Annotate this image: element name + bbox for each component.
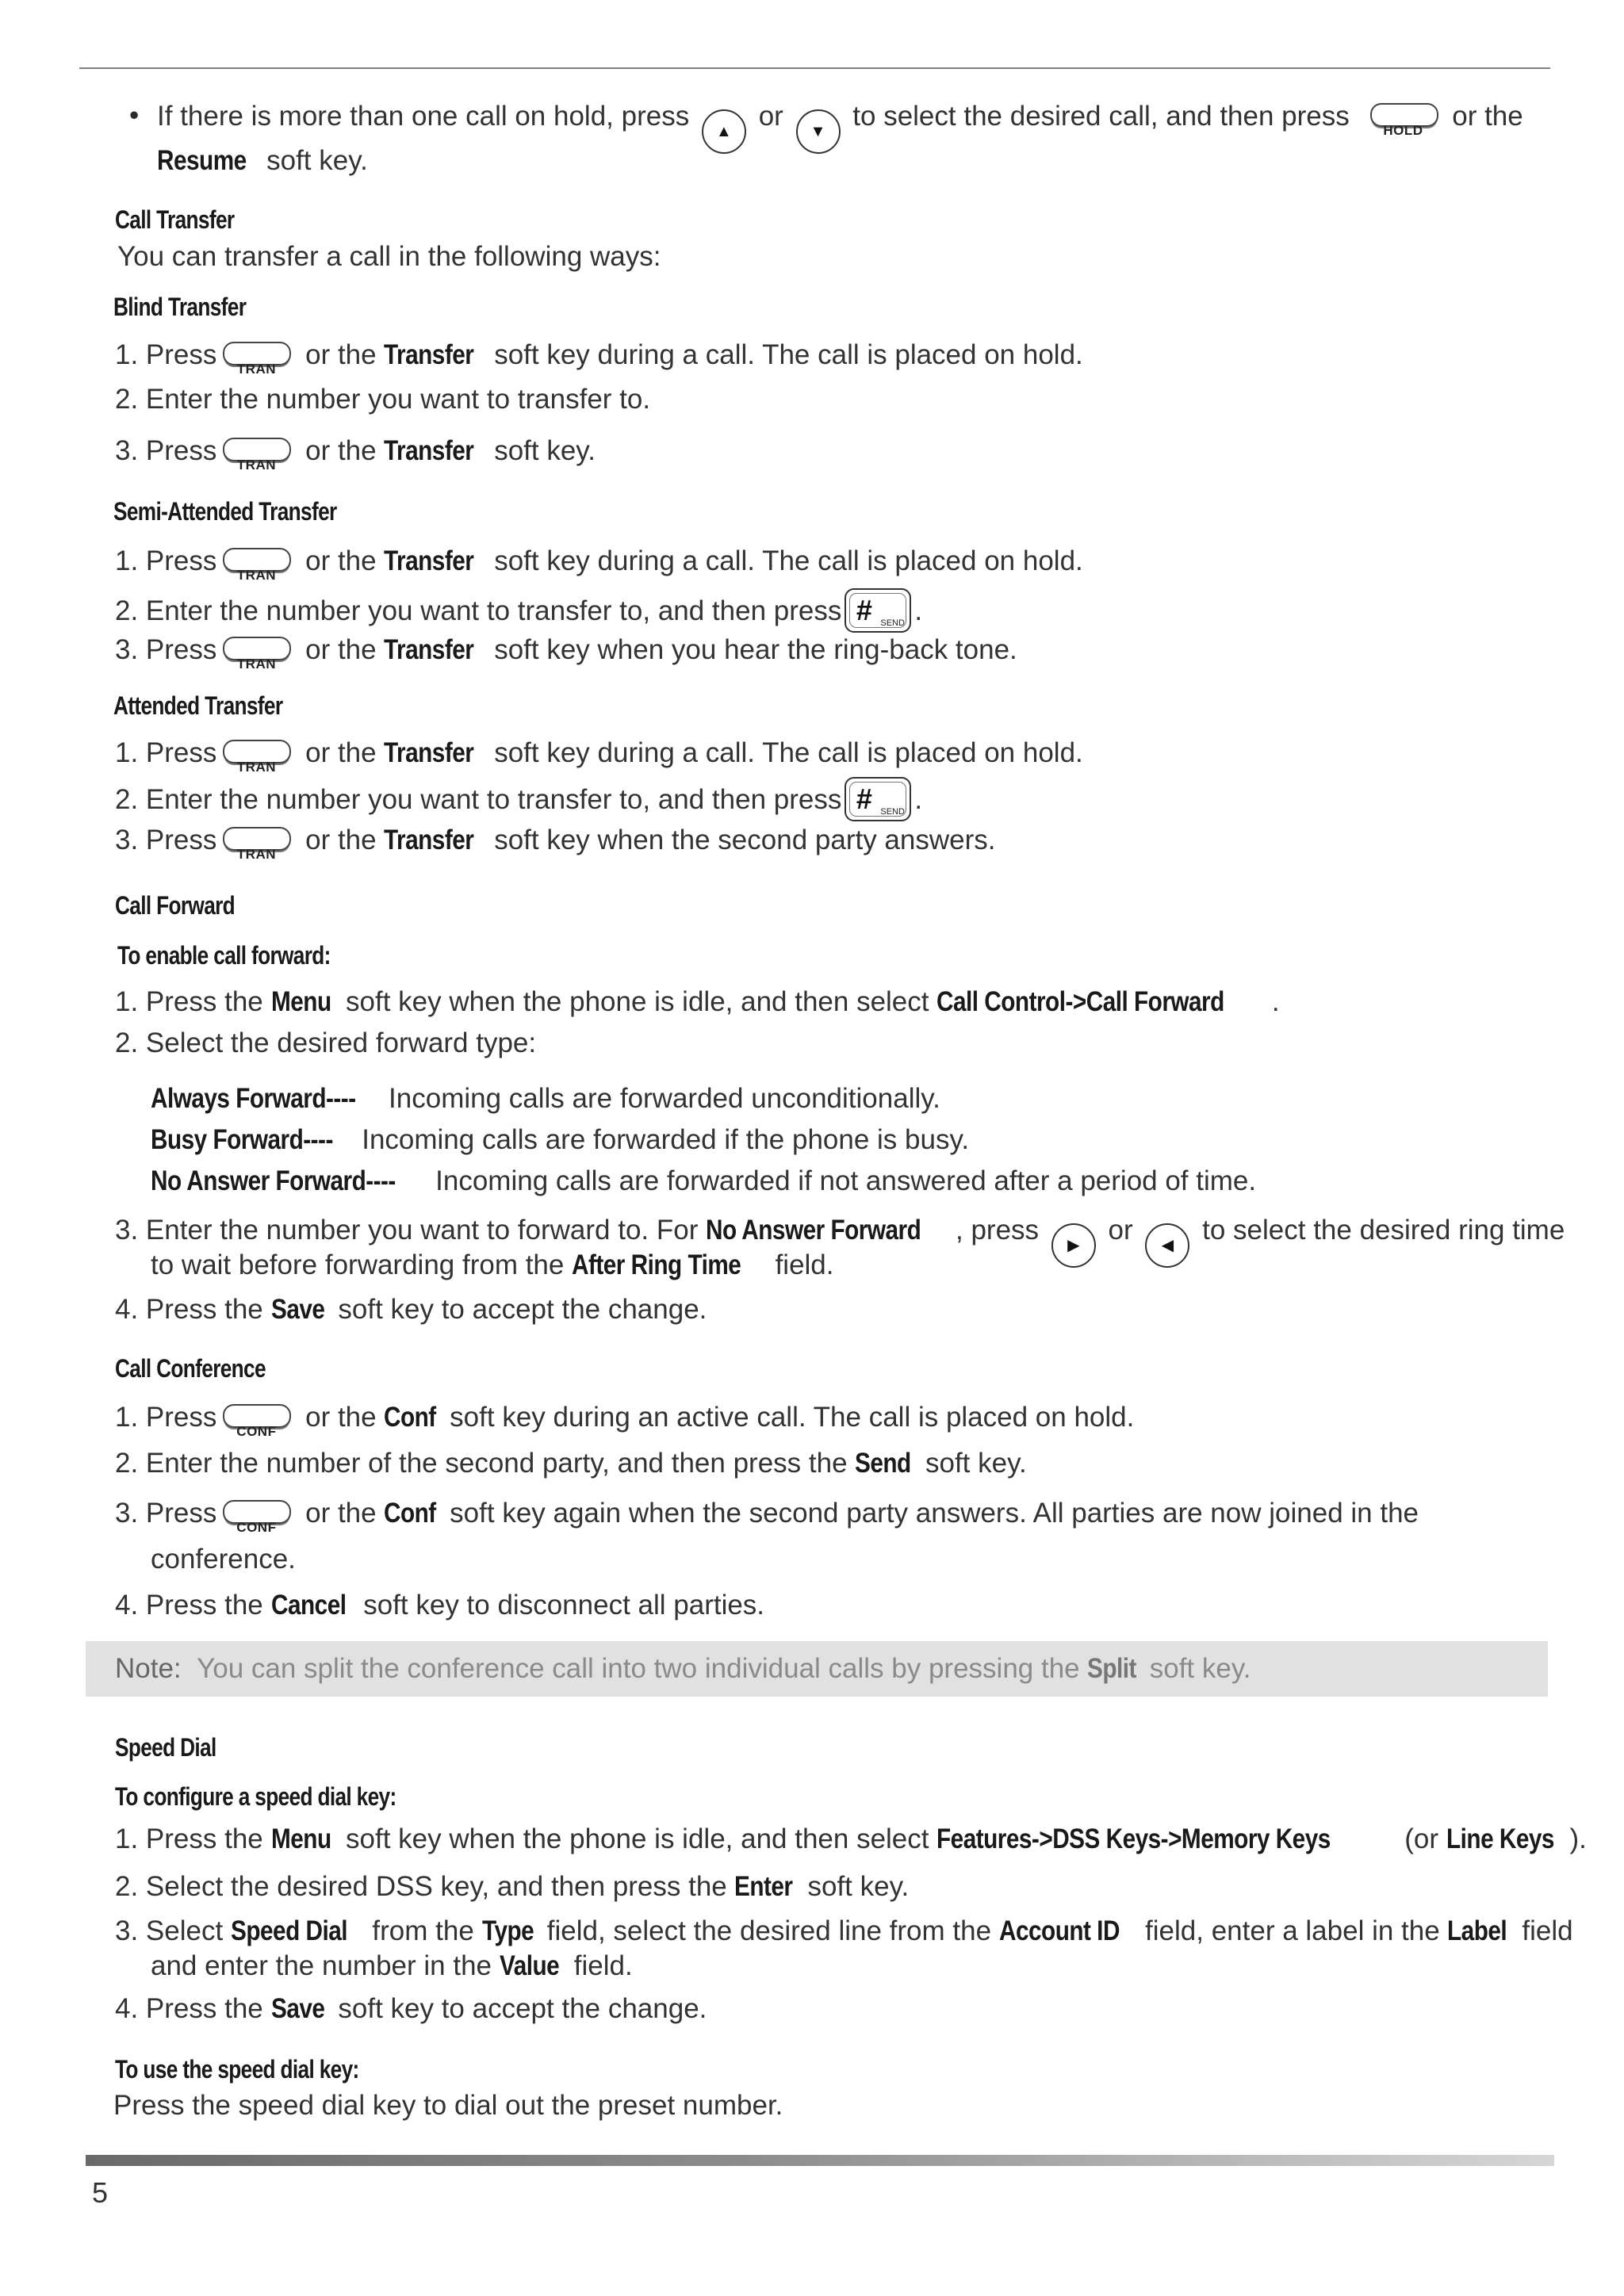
- subheading-configure-speed-dial: To configure a speed dial key:: [115, 1782, 396, 1811]
- tran-key-icon: TRAN: [220, 827, 293, 862]
- tran-key-icon: TRAN: [220, 548, 293, 583]
- speed-step-4: 4. Press the Save soft key to accept the change.: [115, 1993, 707, 2024]
- hold-bullet-line1: If there is more than one call on hold, press ▲ or ▼ to select the desired call, and then press HOLD or the: [157, 99, 1523, 154]
- note-text: Note: You can split the conference call into two individual calls by pressing the Split soft key.: [115, 1653, 1251, 1684]
- note-label: Note:: [115, 1653, 182, 1684]
- blind-step-2: 2. Enter the number you want to transfer to.: [115, 384, 651, 415]
- tran-key-icon: TRAN: [220, 438, 293, 473]
- heading-semi-attended-transfer: Semi-Attended Transfer: [113, 497, 337, 526]
- forward-type-busy: Busy Forward---- Incoming calls are forwarded if the phone is busy.: [151, 1124, 970, 1155]
- tran-key-icon: TRAN: [220, 740, 293, 775]
- forward-step-1: 1. Press the Menu soft key when the phone is idle, and then select Call Control->Call Forward .: [115, 986, 1280, 1017]
- left-arrow-key-icon: ◀: [1145, 1223, 1189, 1268]
- conference-step-3-cont: conference.: [151, 1544, 296, 1575]
- tran-key-icon: TRAN: [220, 637, 293, 672]
- down-arrow-key-icon: ▼: [796, 109, 841, 154]
- hold-key-icon: HOLD: [1367, 103, 1440, 138]
- forward-step-2: 2. Select the desired forward type:: [115, 1027, 537, 1058]
- conf-key-icon: CONF: [220, 1404, 293, 1439]
- bullet: •: [129, 100, 140, 131]
- attended-step-2: 2. Enter the number you want to transfer to, and then press # SEND .: [115, 777, 922, 821]
- up-arrow-key-icon: ▲: [702, 109, 746, 154]
- semi-step-3: 3. Press TRAN or the Transfer soft key when you hear the ring-back tone.: [115, 634, 1017, 672]
- send-key-icon: # SEND: [845, 588, 911, 633]
- heading-call-transfer: Call Transfer: [115, 205, 235, 234]
- conference-step-1: 1. Press CONF or the Conf soft key during an active call. The call is placed on hold.: [115, 1402, 1135, 1439]
- heading-attended-transfer: Attended Transfer: [113, 691, 283, 720]
- forward-type-no-answer: No Answer Forward---- Incoming calls are forwarded if not answered after a period of time.: [151, 1165, 1257, 1196]
- speed-step-1: 1. Press the Menu soft key when the phone is idle, and then select Features->DSS Keys->Memory Keys (or Line Keys ).: [115, 1823, 1587, 1854]
- blind-step-1: 1. Press TRAN or the Transfer soft key during a call. The call is placed on hold.: [115, 339, 1083, 377]
- subheading-use-speed-dial: To use the speed dial key:: [115, 2055, 359, 2084]
- top-rule: [79, 67, 1550, 69]
- heading-call-conference: Call Conference: [115, 1354, 266, 1383]
- hold-bullet-line2: Resume soft key.: [157, 145, 368, 176]
- forward-type-always: Always Forward---- Incoming calls are forwarded unconditionally.: [151, 1083, 940, 1114]
- heading-blind-transfer: Blind Transfer: [113, 293, 247, 321]
- footer-bar: [86, 2155, 1554, 2166]
- semi-step-2: 2. Enter the number you want to transfer to, and then press # SEND .: [115, 588, 922, 633]
- tran-key-icon: TRAN: [220, 342, 293, 377]
- attended-step-3: 3. Press TRAN or the Transfer soft key when the second party answers.: [115, 825, 996, 862]
- blind-step-3: 3. Press TRAN or the Transfer soft key.: [115, 435, 596, 473]
- right-arrow-key-icon: ▶: [1051, 1223, 1096, 1268]
- forward-step-3: 3. Enter the number you want to forward to. For No Answer Forward , press ▶ or ◀ to select the desired ring time: [115, 1213, 1565, 1268]
- conf-key-icon: CONF: [220, 1500, 293, 1535]
- conference-step-4: 4. Press the Cancel soft key to disconnect all parties.: [115, 1590, 765, 1621]
- subheading-enable-call-forward: To enable call forward:: [117, 941, 331, 970]
- forward-step-3-cont: to wait before forwarding from the After Ring Time field.: [151, 1249, 834, 1280]
- send-key-icon: # SEND: [845, 777, 911, 821]
- semi-step-1: 1. Press TRAN or the Transfer soft key during a call. The call is placed on hold.: [115, 545, 1083, 583]
- use-speed-dial-text: Press the speed dial key to dial out the preset number.: [113, 2090, 783, 2121]
- attended-step-1: 1. Press TRAN or the Transfer soft key during a call. The call is placed on hold.: [115, 737, 1083, 775]
- transfer-intro: You can transfer a call in the following ways:: [117, 241, 661, 272]
- page-number: 5: [92, 2176, 109, 2209]
- heading-call-forward: Call Forward: [115, 891, 236, 920]
- forward-step-4: 4. Press the Save soft key to accept the change.: [115, 1294, 707, 1325]
- speed-step-3-cont: and enter the number in the Value field.: [151, 1950, 633, 1981]
- heading-speed-dial: Speed Dial: [115, 1733, 216, 1762]
- speed-step-2: 2. Select the desired DSS key, and then press the Enter soft key.: [115, 1871, 910, 1902]
- conference-step-3: 3. Press CONF or the Conf soft key again when the second party answers. All parties are now joined in the: [115, 1498, 1419, 1535]
- conference-step-2: 2. Enter the number of the second party, and then press the Send soft key.: [115, 1448, 1027, 1479]
- speed-step-3: 3. Select Speed Dial from the Type field, select the desired line from the Account ID field, enter a label in the Label field: [115, 1915, 1573, 1946]
